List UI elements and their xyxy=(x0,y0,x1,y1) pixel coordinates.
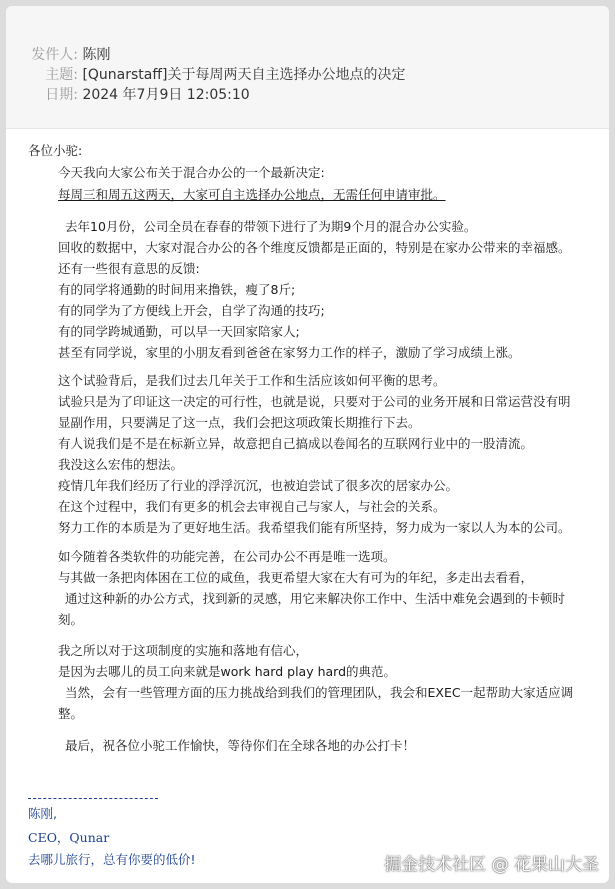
paragraph-line: 有的同学跨城通勤，可以早一天回家陪家人; xyxy=(58,324,300,339)
from-value[interactable]: 陈刚 xyxy=(82,47,111,63)
signature-slogan: 去哪儿旅行，总有你要的低价! xyxy=(28,852,196,867)
email-window xyxy=(6,6,609,883)
paragraph-line: 有人说我们是不是在标新立异，故意把自己搞成以卷闻名的互联网行业中的一股清流。 xyxy=(58,436,534,451)
date-label: 日期: xyxy=(45,87,78,103)
subject-label: 主题: xyxy=(45,67,78,83)
paragraph-line: 甚至有同学说，家里的小朋友看到爸爸在家努力工作的样子，激励了学习成绩上涨。 xyxy=(58,345,521,360)
paragraph-line: 今天我向大家公布关于混合办公的一个最新决定: xyxy=(58,165,325,180)
paragraph-line: 试验只是为了印证这一决定的可行性，也就是说，只要对于公司的业务开展和日常运营没有明 xyxy=(58,394,571,409)
paragraph-line: 疫情几年我们经历了行业的浮浮沉沉，也被迫尝试了很多次的居家办公。 xyxy=(58,478,459,493)
paragraph-line: 与其做一条把肉体困在工位的咸鱼，我更希望大家在大有可为的年纪，多走出去看看， xyxy=(58,570,534,585)
paragraph-line: 是因为去哪儿的员工向来就是work hard play hard的典范。 xyxy=(58,664,397,679)
watermark: 掘金技术社区 @ 花果山大圣 xyxy=(384,855,599,875)
paragraph-line: 通过这种新的办公方式，找到新的灵感，用它来解决你工作中、生活中难免会遇到的卡顿时 xyxy=(65,591,566,606)
paragraph-line: 我之所以对于这项制度的实施和落地有信心， xyxy=(58,643,309,658)
paragraph-line: 在这个过程中，我们有更多的机会去审视自己与家人，与社会的关系。 xyxy=(58,499,446,514)
paragraph-line: 我没这么宏伟的想法。 xyxy=(58,457,184,472)
email-header xyxy=(6,6,609,129)
paragraph-line: 显副作用，只要满足了这一点，我们会把这项政策长期推行下去。 xyxy=(58,415,421,430)
paragraph-line: 有的同学为了方便线上开会，自学了沟通的技巧; xyxy=(58,303,325,318)
paragraph-line: 努力工作的本质是为了更好地生活。我希望我们能有所坚持，努力成为一家以人为本的公司。 xyxy=(58,520,571,535)
paragraph-line: 还有一些很有意思的反馈: xyxy=(58,261,200,276)
greeting: 各位小驼: xyxy=(28,143,83,158)
subject-value: [Qunarstaff]关于每周两天自主选择办公地点的决定 xyxy=(82,67,406,83)
signature-divider xyxy=(28,798,158,799)
date-value: 2024 年7月9日 12:05:10 xyxy=(82,87,250,103)
signature-name: 陈刚, xyxy=(28,806,57,821)
paragraph-line: 回收的数据中，大家对混合办公的各个维度反馈都是正面的，特别是在家办公带来的幸福感。 xyxy=(58,240,571,255)
closing-line: 最后，祝各位小驼工作愉快，等待你们在全球各地的办公打卡！ xyxy=(65,738,416,753)
paragraph-line: 去年10月份，公司全员在春春的带领下进行了为期9个月的混合办公实验。 xyxy=(65,219,477,234)
paragraph-line: 这个试验背后，是我们过去几年关于工作和生活应该如何平衡的思考。 xyxy=(58,373,446,388)
subject-row xyxy=(16,66,405,84)
paragraph-line: 当然，会有一些管理方面的压力挑战给到我们的管理团队，我会和EXEC一起帮助大家适应调 xyxy=(65,685,574,700)
from-row xyxy=(16,46,110,64)
paragraph-line: 有的同学将通勤的时间用来撸铁，瘦了8斤; xyxy=(58,282,296,297)
date-row xyxy=(16,86,250,104)
paragraph-line: 整。 xyxy=(58,706,84,721)
from-label: 发件人: xyxy=(31,47,78,63)
paragraph-line: 如今随着各类软件的功能完善，在公司办公不再是唯一选项。 xyxy=(58,549,396,564)
paragraph-line: 刻。 xyxy=(58,612,84,627)
signature-title: CEO，Qunar xyxy=(28,830,110,845)
decision-highlight: 每周三和周五这两天，大家可自主选择办公地点，无需任何申请审批。 xyxy=(58,187,446,202)
